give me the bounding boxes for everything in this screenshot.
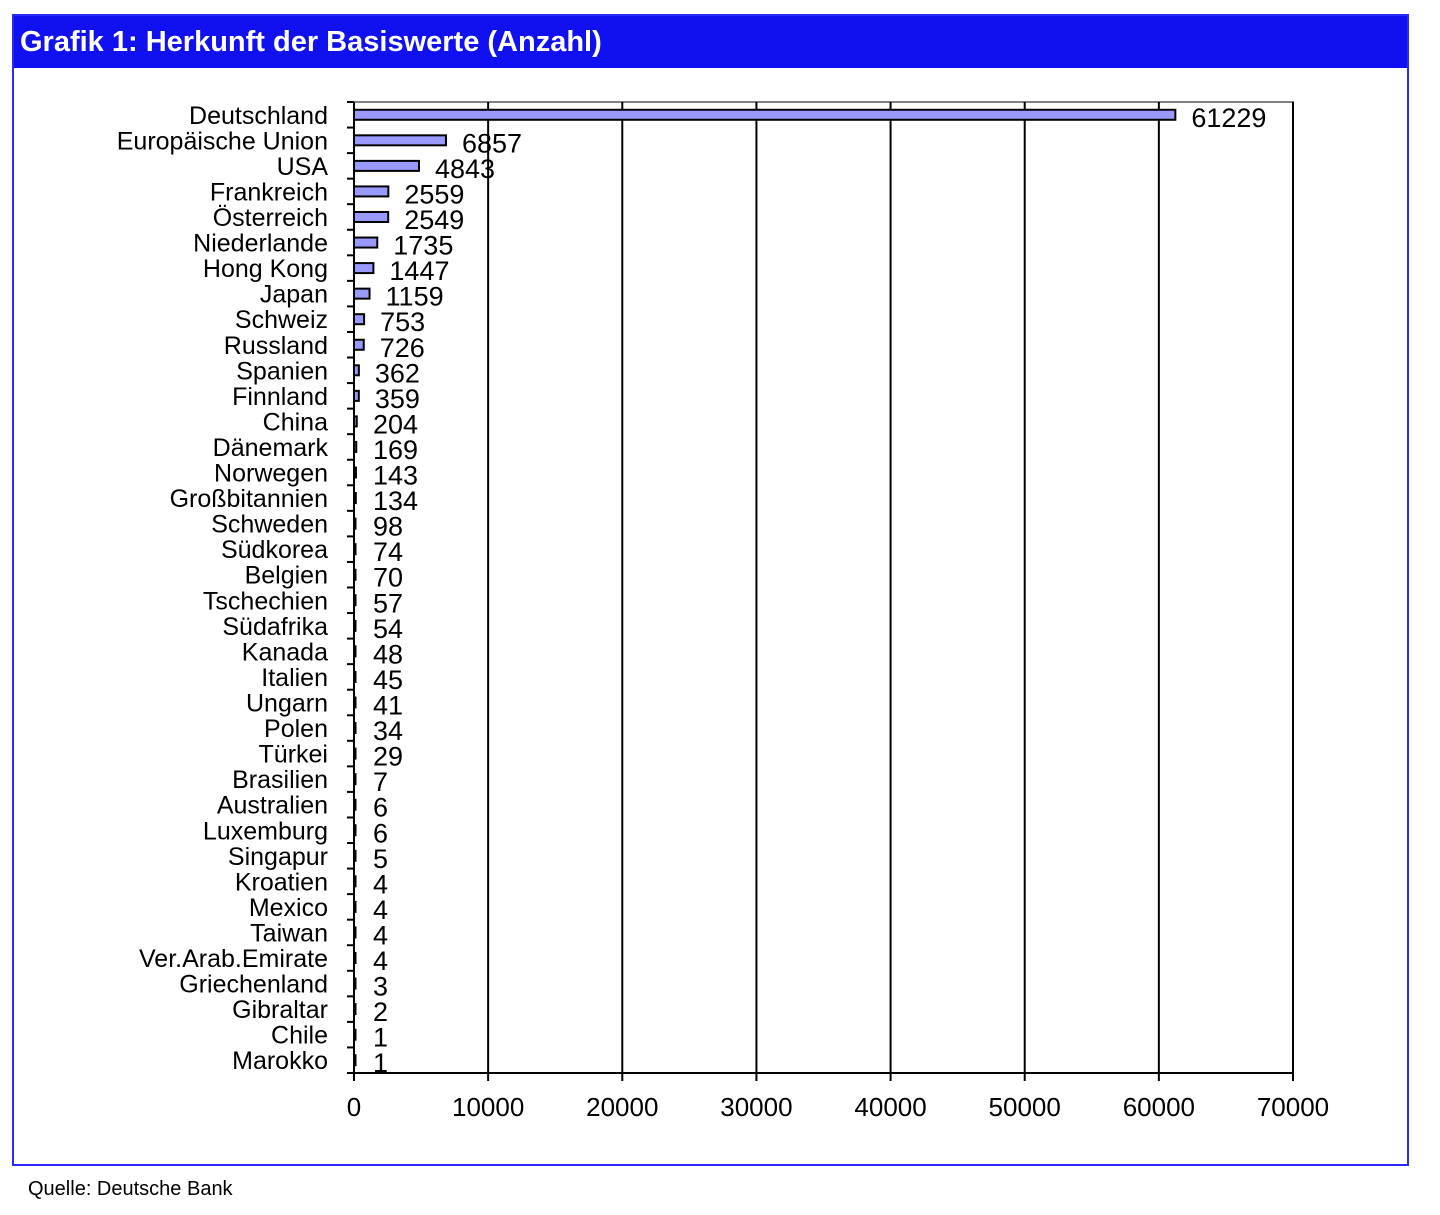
category-label: Griechenland bbox=[179, 970, 328, 999]
x-tick-label: 40000 bbox=[854, 1092, 927, 1122]
bar bbox=[354, 953, 356, 963]
category-label: Polen bbox=[264, 715, 328, 744]
value-label: 753 bbox=[380, 307, 426, 338]
category-label: Europäische Union bbox=[116, 127, 328, 156]
bar bbox=[354, 263, 373, 273]
x-tick-label: 10000 bbox=[451, 1092, 525, 1122]
value-label: 4843 bbox=[434, 153, 496, 184]
value-label: 34 bbox=[373, 716, 404, 747]
value-label: 359 bbox=[374, 383, 420, 414]
value-label: 7 bbox=[373, 767, 389, 798]
category-label: Ungarn bbox=[246, 689, 328, 718]
bar bbox=[354, 979, 356, 989]
bar bbox=[354, 697, 356, 707]
bar bbox=[354, 902, 356, 912]
value-label: 5 bbox=[373, 843, 389, 874]
bar bbox=[354, 493, 356, 503]
category-label: Dänemark bbox=[212, 433, 328, 462]
bar bbox=[354, 621, 356, 631]
bar bbox=[354, 570, 356, 580]
category-label: Ver.Arab.Emirate bbox=[139, 945, 328, 974]
category-label: Tschechien bbox=[202, 587, 328, 616]
category-label: Gibraltar bbox=[232, 996, 328, 1025]
value-label: 1447 bbox=[389, 256, 450, 287]
value-label: 4 bbox=[373, 946, 389, 977]
value-label: 6 bbox=[373, 818, 389, 849]
value-label: 169 bbox=[373, 434, 419, 465]
bar bbox=[354, 416, 357, 426]
bar bbox=[354, 442, 356, 452]
category-label: Hong Kong bbox=[202, 255, 328, 284]
value-label: 3 bbox=[373, 971, 389, 1002]
bar bbox=[354, 212, 388, 222]
category-label: Südkorea bbox=[220, 536, 328, 565]
x-tick-label: 20000 bbox=[586, 1092, 659, 1122]
bar bbox=[354, 519, 356, 529]
value-label: 74 bbox=[373, 537, 404, 568]
category-label: Australien bbox=[216, 791, 328, 820]
value-label: 204 bbox=[373, 409, 419, 440]
value-label: 2 bbox=[373, 997, 389, 1028]
category-label: Finnland bbox=[232, 382, 328, 411]
category-label: China bbox=[262, 408, 328, 437]
value-label: 6857 bbox=[461, 128, 523, 159]
category-label: USA bbox=[276, 152, 328, 181]
category-label: Singapur bbox=[227, 842, 328, 871]
value-label: 1 bbox=[373, 1048, 389, 1079]
chart-title: Grafik 1: Herkunft der Basiswerte (Anzahl) bbox=[14, 16, 1407, 68]
bar bbox=[354, 927, 356, 937]
value-label: 1159 bbox=[385, 281, 444, 312]
bar bbox=[354, 800, 356, 810]
bar bbox=[354, 135, 446, 145]
bar bbox=[354, 1004, 356, 1014]
value-label: 45 bbox=[373, 664, 404, 695]
category-label: Chile bbox=[271, 1021, 328, 1050]
bar bbox=[354, 774, 356, 784]
category-label: Japan bbox=[259, 280, 328, 309]
value-label: 1 bbox=[373, 1022, 389, 1053]
bar bbox=[354, 825, 356, 835]
value-label: 134 bbox=[373, 486, 419, 517]
bar bbox=[354, 468, 356, 478]
bar bbox=[354, 186, 388, 196]
x-tick-label: 50000 bbox=[988, 1092, 1061, 1122]
category-label: Niederlande bbox=[193, 229, 328, 258]
category-label: Marokko bbox=[232, 1047, 328, 1076]
x-tick-label: 0 bbox=[346, 1092, 362, 1122]
bar bbox=[354, 851, 356, 861]
source-note: Quelle: Deutsche Bank bbox=[28, 1178, 233, 1200]
value-label: 6 bbox=[373, 792, 389, 823]
value-label: 4 bbox=[373, 920, 389, 951]
value-label: 41 bbox=[373, 690, 404, 721]
x-tick-label: 60000 bbox=[1122, 1092, 1196, 1122]
value-label: 362 bbox=[374, 358, 420, 389]
category-label: Russland bbox=[223, 331, 328, 360]
value-label: 98 bbox=[373, 511, 404, 542]
value-label: 2549 bbox=[404, 204, 465, 235]
x-tick-label: 70000 bbox=[1256, 1092, 1330, 1122]
bar bbox=[354, 238, 377, 248]
bar bbox=[354, 544, 356, 554]
bar bbox=[354, 723, 356, 733]
category-label: Kroatien bbox=[234, 868, 328, 897]
category-label: Österreich bbox=[212, 203, 328, 232]
bar bbox=[354, 289, 370, 299]
value-label: 29 bbox=[373, 741, 404, 772]
category-label: Luxemburg bbox=[202, 817, 328, 846]
category-label: Taiwan bbox=[250, 919, 328, 948]
category-label: Deutschland bbox=[189, 101, 328, 130]
bar bbox=[354, 340, 364, 350]
value-label: 48 bbox=[373, 639, 404, 670]
category-label: Italien bbox=[261, 663, 328, 692]
category-label: Schweden bbox=[211, 510, 328, 539]
x-tick-label: 30000 bbox=[720, 1092, 793, 1122]
category-label: Spanien bbox=[236, 357, 328, 386]
category-label: Frankreich bbox=[209, 178, 328, 207]
category-label: Belgien bbox=[244, 561, 328, 590]
category-label: Großbitannien bbox=[169, 485, 328, 514]
value-label: 726 bbox=[379, 332, 425, 363]
value-label: 54 bbox=[373, 613, 404, 644]
bar bbox=[354, 672, 356, 682]
category-label: Schweiz bbox=[234, 306, 328, 335]
category-label: Mexico bbox=[248, 893, 328, 922]
value-label: 70 bbox=[373, 562, 404, 593]
bar bbox=[354, 595, 356, 605]
bar bbox=[354, 1030, 356, 1040]
value-label: 4 bbox=[373, 869, 389, 900]
bar bbox=[354, 876, 356, 886]
category-label: Türkei bbox=[258, 740, 328, 769]
category-label: Südafrika bbox=[222, 612, 328, 641]
bar bbox=[354, 365, 359, 375]
bar bbox=[354, 749, 356, 759]
value-label: 57 bbox=[373, 588, 404, 619]
category-label: Kanada bbox=[241, 638, 328, 667]
bar bbox=[354, 391, 359, 401]
category-label: Norwegen bbox=[214, 459, 328, 488]
bar bbox=[354, 314, 364, 324]
bar bbox=[354, 161, 419, 171]
bar bbox=[354, 646, 356, 656]
value-label: 1735 bbox=[393, 230, 454, 261]
bar bbox=[354, 110, 1175, 120]
value-label: 61229 bbox=[1191, 102, 1267, 133]
value-label: 143 bbox=[373, 460, 419, 491]
bar bbox=[354, 1055, 356, 1065]
value-label: 2559 bbox=[404, 179, 465, 210]
category-label: Brasilien bbox=[232, 766, 328, 795]
plot-area bbox=[354, 102, 1293, 1073]
value-label: 4 bbox=[373, 894, 389, 925]
